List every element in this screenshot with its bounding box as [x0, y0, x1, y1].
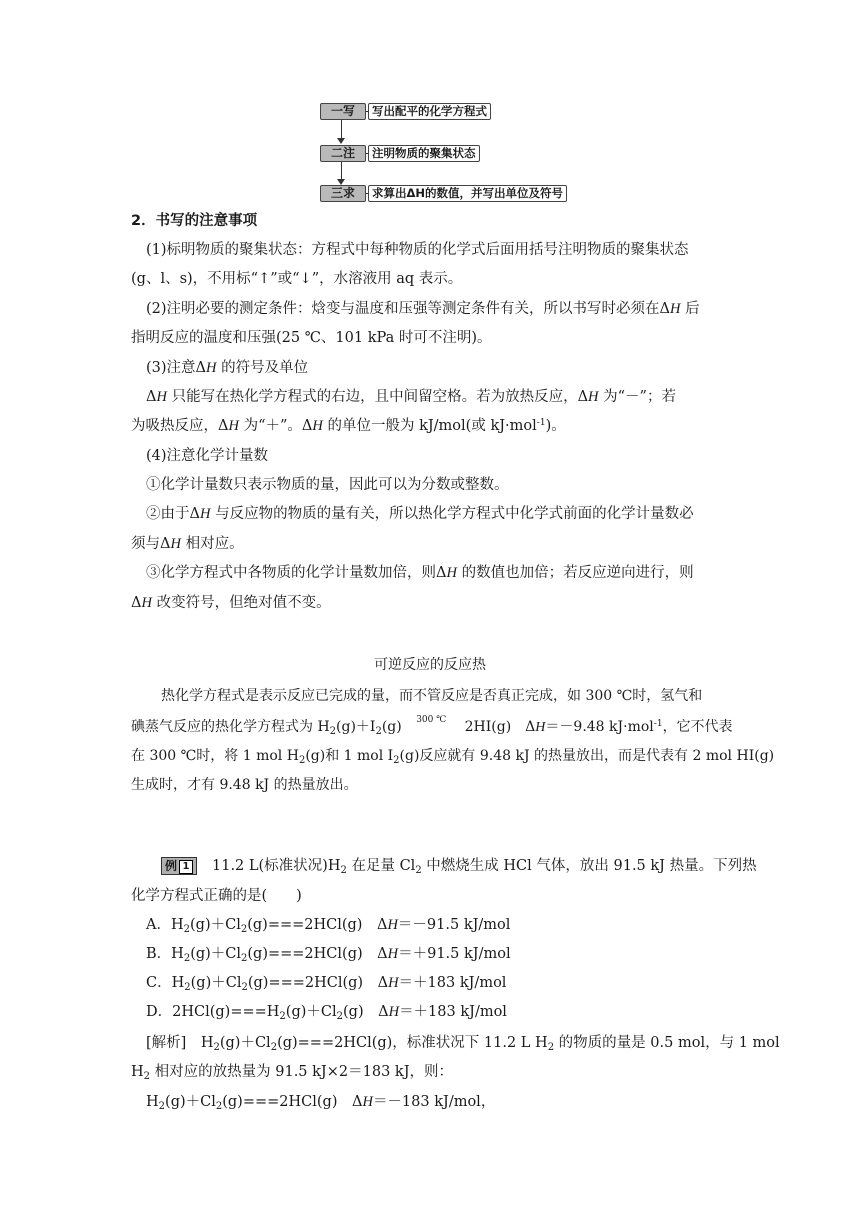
question-line: 11.2 L(标准状况)$H_2$ 在足量 $Cl_2$ 中燃烧生成 HCl 气体，放出 91.5 kJ 热量。下列热 — [212, 858, 757, 876]
paragraph-line: (3)注意ΔH 的符号及单位 — [146, 360, 309, 376]
option-c: C．$H_2(g)+Cl_2(g)===2HCl(g)$ ΔH＝＋183 kJ/mol — [146, 975, 507, 993]
analysis-line: $H_2$ 相对应的放热量为 91.5 kJ×2＝183 kJ，则： — [131, 1064, 454, 1082]
analysis-line: [解析] $H_2(g)+Cl_2(g)===2HCl(g)$，标准状况下 11.2 L $H_2$ 的物质的量是 0.5 mol，与 1 mol — [146, 1035, 780, 1053]
paragraph-line: ③化学方程式中各物质的化学计量数加倍，则ΔH 的数值也加倍；若反应逆向进行，则 — [146, 565, 694, 581]
section-heading: 2．书写的注意事项 — [131, 213, 258, 229]
paragraph-line: (1)标明物质的聚集状态：方程式中每种物质的化学式后面用括号注明物质的聚集状态 — [146, 242, 689, 258]
example-badge: 例 1 — [161, 857, 197, 875]
box-line: 热化学方程式是表示反应已完成的量，而不管反应是否真正完成，如 300 ℃时，氢气和 — [161, 688, 703, 704]
paragraph-line: 指明反应的温度和压强(25 ℃、101 kPa 时可不注明)。 — [131, 330, 492, 346]
step-tag-calc: 三求 — [320, 185, 366, 202]
step-desc-note: 注明物质的聚集状态 — [368, 145, 480, 162]
arrow-line — [341, 120, 342, 140]
paragraph-line: 须与ΔH 相对应。 — [131, 536, 244, 552]
option-a: A．$H_2(g)+Cl_2(g)===2HCl(g)$ ΔH＝－91.5 kJ/mol — [146, 917, 511, 935]
paragraph-line: (2)注明必要的测定条件：焓变与温度和压强等测定条件有关，所以书写时必须在ΔH 后 — [146, 301, 700, 317]
step-tag-write: 一写 — [320, 103, 366, 120]
paragraph-line: (g、l、s)，不用标“↑”或“↓”，水溶液用 aq 表示。 — [131, 271, 463, 287]
paragraph-line: ΔH 改变符号，但绝对值不变。 — [131, 595, 331, 611]
option-b: B．$H_2(g)+Cl_2(g)===2HCl(g)$ ΔH＝＋91.5 kJ/mol — [146, 946, 511, 964]
paragraph-line: ①化学计量数只表示物质的量，因此可以为分数或整数。 — [146, 477, 509, 493]
paragraph-line: 为吸热反应，ΔH 为“＋”。ΔH 的单位一般为 kJ/mol(或 kJ·mol$^{-1}$)。 — [131, 418, 566, 434]
question-line: 化学方程式正确的是( ) — [131, 888, 302, 904]
box-title: 可逆反应的反应热 — [374, 657, 486, 673]
box-line: 碘蒸气反应的热化学方程式为 $H_2(g)+I_2(g)$ 300 ℃ 2HI(g) ΔH＝－9.48 kJ·mol$^{-1}$，它不代表 — [131, 715, 733, 737]
step-tag-note: 二注 — [320, 145, 366, 162]
step-desc-write: 写出配平的化学方程式 — [368, 103, 491, 120]
step-desc-calc: 求算出ΔH的数值，并写出单位及符号 — [368, 185, 567, 202]
box-line: 在 300 ℃时，将 1 mol $H_2(g)$和 1 mol $I_2(g)$反应就有 9.48 kJ 的热量放出，而是代表有 2 mol HI(g) — [131, 748, 775, 766]
paragraph-line: ②由于ΔH 与反应物的物质的量有关，所以热化学方程式中化学式前面的化学计量数必 — [146, 506, 694, 522]
analysis-line: $H_2(g)+Cl_2(g)===2HCl(g)$ ΔH＝－183 kJ/mol， — [146, 1094, 496, 1112]
paragraph-line: ΔH 只能写在热化学方程式的右边，且中间留空格。若为放热反应，ΔH 为“－”；若 — [146, 389, 676, 405]
reaction-condition: 300 ℃ — [416, 715, 447, 725]
arrow-down-icon — [337, 138, 345, 144]
box-line: 生成时，才有 9.48 kJ 的热量放出。 — [131, 777, 358, 793]
option-d: D．$2HCl(g)===H_2(g)+Cl_2(g)$ ΔH＝＋183 kJ/mol — [146, 1004, 507, 1022]
paragraph-line: (4)注意化学计量数 — [146, 448, 269, 464]
